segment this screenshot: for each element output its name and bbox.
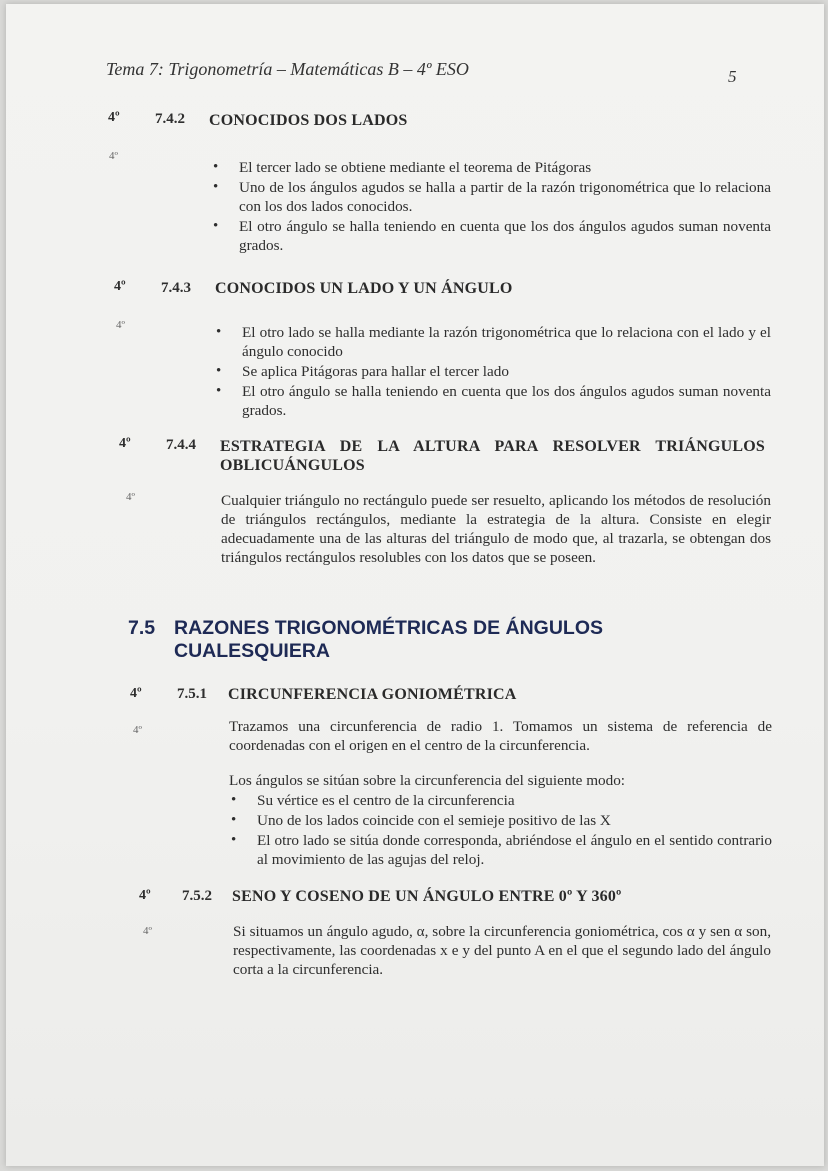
section-number: 7.4.2 bbox=[155, 111, 185, 127]
level-marker: 4º bbox=[126, 491, 135, 503]
list-item: • El otro ángulo se halla teniendo en cuenta que los dos ángulos agudos suman noventa grados. bbox=[214, 382, 771, 420]
level-marker: 4º bbox=[143, 925, 152, 937]
list-item: • El otro lado se halla mediante la razón trigonométrica que lo relaciona con el lado y el ángulo conocido bbox=[214, 323, 771, 361]
level-marker: 4º bbox=[108, 110, 120, 125]
paragraph: Si situamos un ángulo agudo, α, sobre la circunferencia goniométrica, cos α y sen α son, respectivamente, las coordenadas x e y del punto A en el que el segundo lado del ángulo corta a la circunferencia. bbox=[233, 923, 771, 978]
section-title: CIRCUNFERENCIA GONIOMÉTRICA bbox=[228, 686, 517, 703]
level-marker: 4º bbox=[109, 150, 118, 162]
bullet-list bbox=[229, 791, 772, 870]
list-item: • Uno de los ángulos agudos se halla a partir de la razón trigonométrica que lo relaciona con los dos lados conocidos. bbox=[211, 178, 771, 216]
section-number: 7.5.1 bbox=[177, 686, 207, 702]
list-item: • El otro lado se sitúa donde corresponda, abriéndose el ángulo en el sentido contrario al movimiento de las agujas del reloj. bbox=[229, 831, 772, 869]
level-marker: 4º bbox=[133, 724, 142, 736]
document-page bbox=[6, 4, 824, 1166]
page-number: 5 bbox=[728, 67, 737, 86]
paragraph: Trazamos una circunferencia de radio 1. Tomamos un sistema de referencia de coordenadas con el origen en el centro de la circunferencia. bbox=[229, 718, 772, 754]
section-number: 7.5.2 bbox=[182, 888, 212, 904]
section-title: CONOCIDOS DOS LADOS bbox=[209, 112, 408, 129]
level-marker: 4º bbox=[114, 279, 126, 294]
list-item: • Uno de los lados coincide con el semieje positivo de las X bbox=[229, 811, 772, 830]
section-number: 7.4.4 bbox=[166, 437, 196, 453]
bullet-list bbox=[211, 158, 771, 256]
level-marker: 4º bbox=[119, 436, 131, 451]
paragraph: Los ángulos se sitúan sobre la circunferencia del siguiente modo: bbox=[229, 772, 626, 789]
chapter-section-title: RAZONES TRIGONOMÉTRICAS DE ÁNGULOS CUALESQUIERA bbox=[174, 617, 604, 662]
bullet-list bbox=[214, 323, 771, 421]
level-marker: 4º bbox=[139, 888, 151, 903]
list-item: • Su vértice es el centro de la circunferencia bbox=[229, 791, 772, 810]
running-header: Tema 7: Trigonometría – Matemáticas B – 4º ESO bbox=[106, 59, 469, 79]
level-marker: 4º bbox=[130, 686, 142, 701]
level-marker: 4º bbox=[116, 319, 125, 331]
section-title: CONOCIDOS UN LADO Y UN ÁNGULO bbox=[215, 280, 513, 297]
section-number: 7.4.3 bbox=[161, 280, 191, 296]
list-item: • El otro ángulo se halla teniendo en cuenta que los dos ángulos agudos suman noventa grados. bbox=[211, 217, 771, 255]
list-item: • Se aplica Pitágoras para hallar el tercer lado bbox=[214, 362, 771, 381]
section-title: SENO Y COSENO DE UN ÁNGULO ENTRE 0º Y 360º bbox=[232, 888, 622, 905]
chapter-section-number: 7.5 bbox=[128, 617, 156, 639]
paragraph: Cualquier triángulo no rectángulo puede ser resuelto, aplicando los métodos de resolución de triángulos rectángulos, mediante la estrategia de la altura. Consiste en elegir adecuadamente una de las alturas del triángulo de modo que, al trazarla, se obtengan dos triángulos rectángulos resolubles con los datos que se poseen. bbox=[221, 492, 771, 566]
list-item: • El tercer lado se obtiene mediante el teorema de Pitágoras bbox=[211, 158, 771, 177]
section-title: ESTRATEGIA DE LA ALTURA PARA RESOLVER TRIÁNGULOS OBLICUÁNGULOS bbox=[220, 438, 765, 474]
